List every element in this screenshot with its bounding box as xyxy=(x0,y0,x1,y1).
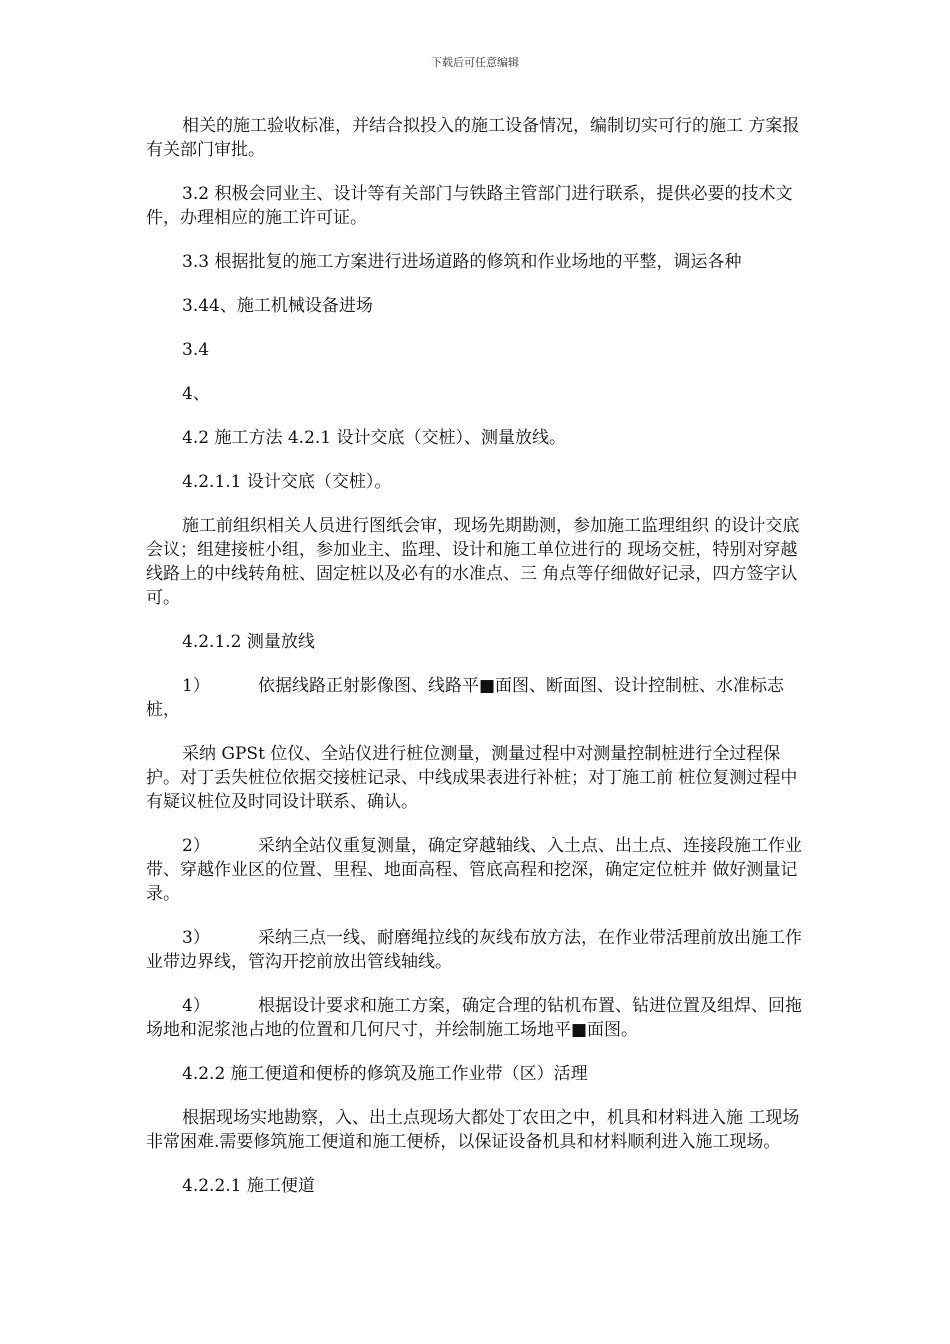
paragraph: 施工前组织相关人员进行图纸会审，现场先期勘测，参加施工监理组织 的设计交底会议；组建接桩小组，参加业主、监理、设计和施工单位进行的 现场交桩，特别对穿越线路上的中线转角桩、固定桩以及必有的水准点、三 角点等仔细做好记录，四方签字认可。 xyxy=(146,516,800,608)
paragraph: 采纳 GPSt 位仪、全站仪进行桩位测量，测量过程中对测量控制桩进行全过程保护。对丁丢失桩位依据交接桩记录、中线成果表进行补桩；对丁施工前 桩位复测过程中有疑议桩位及时同设计联系、确认。 xyxy=(146,744,798,812)
paragraph: 相关的施工验收标准，并结合拟投入的施工设备情况，编制切实可行的施工 方案报有关部门审批。 xyxy=(146,116,800,160)
paragraph: 3.44、施工机械设备进场 xyxy=(182,296,373,316)
section-heading: 4.2.2.1 施工便道 xyxy=(182,1176,315,1196)
list-item xyxy=(146,926,806,974)
list-item-text: 采纳全站仪重复测量，确定穿越轴线、入土点、出土点、连接段施工作业 带、穿越作业区的位置、里程、地面高程、管底高程和挖深，确定定位桩并 做好测量记录。 xyxy=(146,836,802,904)
list-item-number: 3） xyxy=(182,928,210,948)
list-item xyxy=(146,674,806,722)
paragraph: 3.4 xyxy=(182,340,210,360)
section-heading: 4.2.1.2 测量放线 xyxy=(182,632,315,652)
list-item-text: 依据线路正射影像图、线路平■面图、断面图、设计控制桩、水准标志桩， xyxy=(146,676,785,720)
list-item-text: 采纳三点一线、耐磨绳拉线的灰线布放方法，在作业带活理前放出施工作 业带边界线，管沟开挖前放出管线轴线。 xyxy=(146,928,802,972)
section-heading: 4.2.2 施工便道和便桥的修筑及施工作业带（区）活理 xyxy=(182,1064,588,1084)
list-item-number: 1） xyxy=(182,676,210,696)
paragraph: 3.3 根据批复的施工方案进行进场道路的修筑和作业场地的平整，调运各种 xyxy=(182,252,742,272)
list-item-number: 4） xyxy=(182,996,210,1016)
section-heading: 4.2 施工方法 4.2.1 设计交底（交桩）、测量放线。 xyxy=(182,428,567,448)
document-body xyxy=(146,114,806,1218)
section-heading: 4.2.1.1 设计交底（交桩）。 xyxy=(182,472,392,492)
paragraph: 根据现场实地勘察，入、出土点现场大都处丁农田之中，机具和材料进入施 工现场非常困难.需要修筑施工便道和施工便桥，以保证设备机具和材料顺利进入施工现场。 xyxy=(146,1108,800,1152)
page-header: 下载后可任意编辑 xyxy=(431,56,519,69)
list-item xyxy=(146,994,806,1042)
list-item-text: 根据设计要求和施工方案，确定合理的钻机布置、钻进位置及组焊、回拖 场地和泥浆池占地的位置和几何尺寸，并绘制施工场地平■面图。 xyxy=(146,996,802,1040)
list-item-number: 2） xyxy=(182,836,210,856)
paragraph: 3.2 积极会同业主、设计等有关部门与铁路主管部门进行联系，提供必要的技术文件，办理相应的施工许可证。 xyxy=(146,184,793,228)
paragraph: 4、 xyxy=(182,384,210,404)
list-item xyxy=(146,834,806,906)
